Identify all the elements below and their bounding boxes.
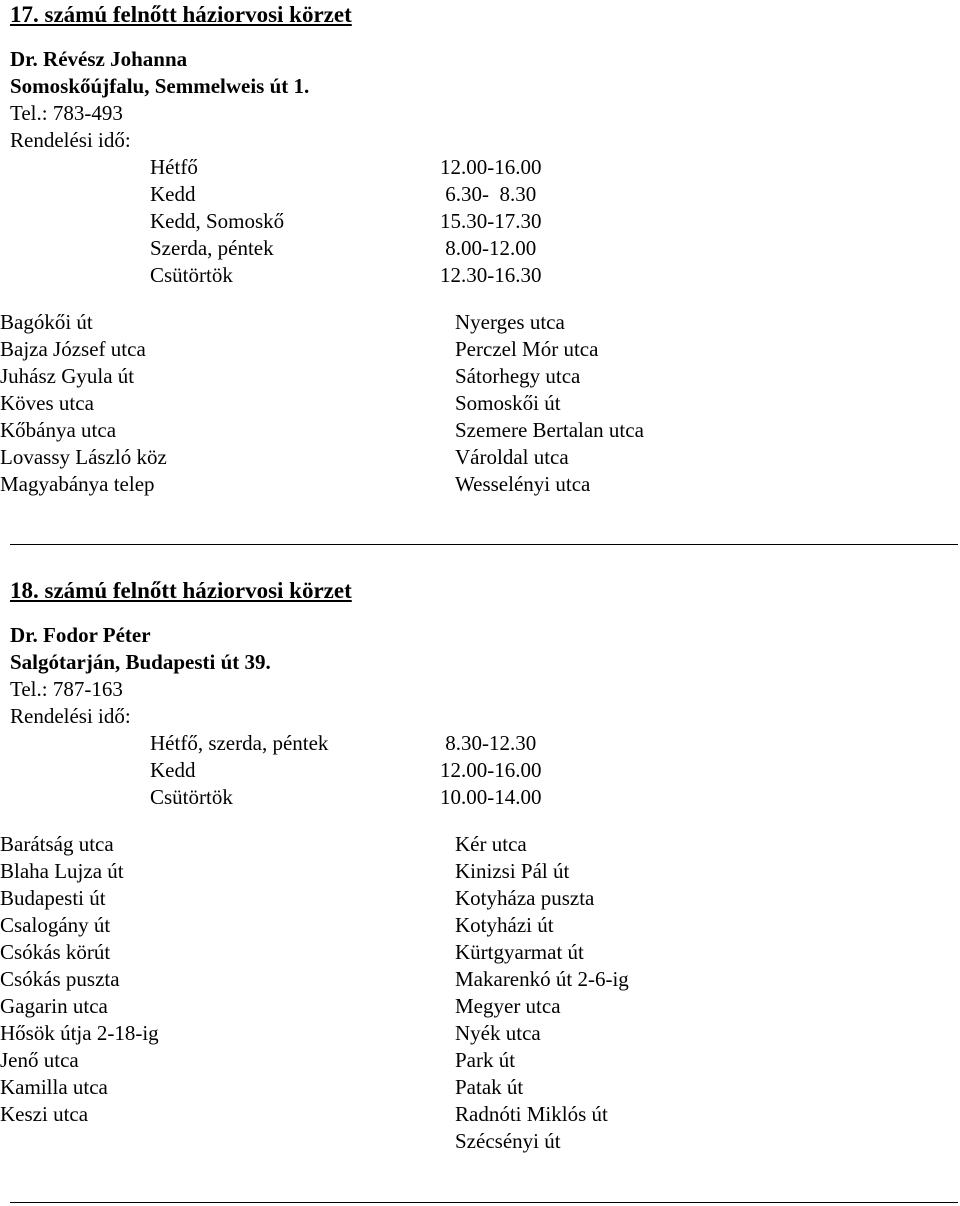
hours-time: 12.30-16.30: [440, 263, 542, 287]
street-item: Sátorhegy utca: [455, 364, 581, 388]
street-item: Kinizsi Pál út: [455, 859, 570, 883]
street-item: Köves utca: [0, 391, 94, 415]
hours-row: [150, 757, 960, 784]
hours-row: [150, 784, 960, 811]
street-item: Csókás körút: [0, 940, 111, 964]
street-item: Jenő utca: [0, 1048, 79, 1072]
hours-day: Kedd: [150, 182, 196, 206]
street-item: Wesselényi utca: [455, 472, 591, 496]
district-17-hours: [150, 154, 960, 289]
street-item: Blaha Lujza út: [0, 859, 124, 883]
street-item: Budapesti út: [0, 886, 106, 910]
hours-day: Kedd, Somoskő: [150, 209, 285, 233]
street-item: Keszi utca: [0, 1102, 89, 1126]
street-item: Szemere Bertalan utca: [455, 418, 644, 442]
district-17-hours-label: Rendelési idő:: [10, 128, 131, 152]
street-item: Nyerges utca: [455, 310, 565, 334]
hours-row: [150, 730, 960, 757]
street-item: Bajza József utca: [0, 337, 146, 361]
hours-day: Hétfő, szerda, péntek: [150, 731, 329, 755]
hours-row: [150, 208, 960, 235]
hours-time: 10.00-14.00: [440, 785, 542, 809]
street-item: Nyék utca: [455, 1021, 541, 1045]
section-divider: [10, 544, 958, 545]
street-item: Somoskői út: [455, 391, 561, 415]
hours-time: 6.30- 8.30: [440, 182, 537, 206]
hours-row: [150, 154, 960, 181]
street-item: Radnóti Miklós út: [455, 1102, 608, 1126]
hours-day: Csütörtök: [150, 785, 233, 809]
street-item: Kürtgyarmat út: [455, 940, 584, 964]
street-column-left: [0, 831, 455, 1155]
street-item: Kamilla utca: [0, 1075, 108, 1099]
street-item: Kotyházi út: [455, 913, 554, 937]
hours-row: [150, 235, 960, 262]
section-divider: [10, 1202, 958, 1203]
street-item: Csalogány út: [0, 913, 111, 937]
street-item: Magyabánya telep: [0, 472, 155, 496]
street-item: Vároldal utca: [455, 445, 569, 469]
street-item: Lovassy László köz: [0, 445, 167, 469]
hours-row: [150, 181, 960, 208]
street-item: Kér utca: [455, 832, 527, 856]
street-item: Gagarin utca: [0, 994, 108, 1018]
street-column-right: [455, 831, 629, 1155]
hours-time: 15.30-17.30: [440, 209, 542, 233]
district-17-phone: Tel.: 783-493: [10, 101, 123, 125]
street-item: Hősök útja 2-18-ig: [0, 1021, 159, 1045]
hours-time: 8.30-12.30: [440, 731, 537, 755]
street-item: Szécsényi út: [455, 1129, 561, 1153]
district-18-phone: Tel.: 787-163: [10, 677, 123, 701]
district-18-hours: [150, 730, 960, 811]
street-item: Barátság utca: [0, 832, 114, 856]
district-18-heading: 18. számú felnőtt háziorvosi körzet: [10, 578, 352, 603]
street-item: Kotyháza puszta: [455, 886, 595, 910]
street-item: Csókás puszta: [0, 967, 120, 991]
district-18-streets: [0, 831, 960, 1155]
street-column-right: [455, 309, 644, 498]
street-item: Perczel Mór utca: [455, 337, 599, 361]
street-item: Patak út: [455, 1075, 524, 1099]
street-column-left: [0, 309, 455, 498]
hours-row: [150, 262, 960, 289]
hours-time: 12.00-16.00: [440, 155, 542, 179]
district-18-doctor: Dr. Fodor Péter: [10, 623, 151, 647]
district-17-heading: 17. számú felnőtt háziorvosi körzet: [10, 2, 352, 27]
district-17-section: [0, 0, 960, 498]
district-18-address: Salgótarján, Budapesti út 39.: [10, 650, 271, 674]
district-17-doctor: Dr. Révész Johanna: [10, 47, 188, 71]
street-item: Juhász Gyula út: [0, 364, 135, 388]
hours-day: Kedd: [150, 758, 196, 782]
hours-day: Szerda, péntek: [150, 236, 274, 260]
street-item: Makarenkó út 2-6-ig: [455, 967, 629, 991]
street-item: Megyer utca: [455, 994, 561, 1018]
district-18-section: [0, 576, 960, 1155]
district-18-hours-label: Rendelési idő:: [10, 704, 131, 728]
hours-day: Hétfő: [150, 155, 198, 179]
hours-day: Csütörtök: [150, 263, 233, 287]
street-item: Kőbánya utca: [0, 418, 117, 442]
district-17-address: Somoskőújfalu, Semmelweis út 1.: [10, 74, 310, 98]
district-17-streets: [0, 309, 960, 498]
hours-time: 8.00-12.00: [440, 236, 537, 260]
street-item: Bagókői út: [0, 310, 93, 334]
hours-time: 12.00-16.00: [440, 758, 542, 782]
street-item: Park út: [455, 1048, 516, 1072]
